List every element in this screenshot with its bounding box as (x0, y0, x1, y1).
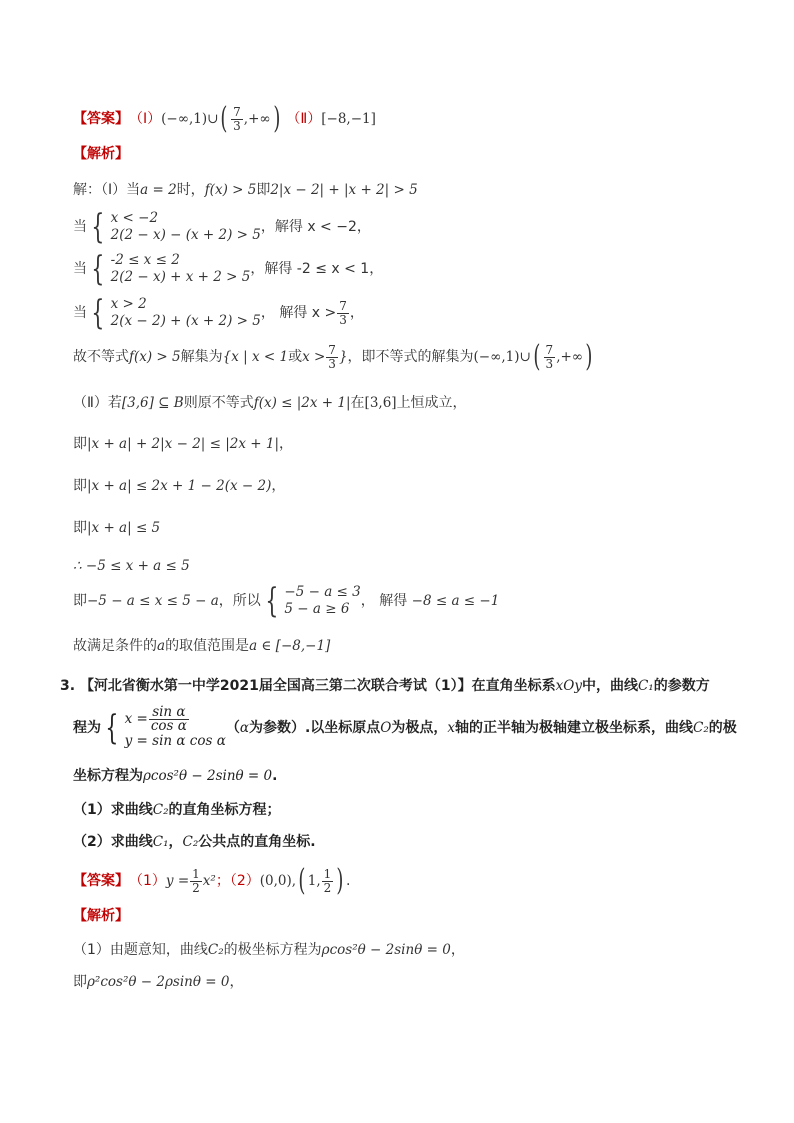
part2-condition: （Ⅱ）若[3,6] ⊆ B则原不等式f(x) ≤ |2x + 1|在[3,6]上恒成立， (73, 395, 467, 411)
step-5: 即 −5 − a ≤ x ≤ 5 − a ，所以 { −5 − a ≤ 3 5 − a ≥ 6 ， 解得 −8 ≤ a ≤ −1 (73, 581, 500, 621)
solution3-line-2: 即ρ²cos²θ − 2ρsinθ = 0， (73, 974, 244, 990)
solution3-line-1: （1）由题意知，曲线C₂的极坐标方程为ρcos²θ − 2sinθ = 0， (73, 942, 465, 958)
answer-part2-value: [−8,−1] (321, 111, 376, 127)
open-paren: ( (220, 101, 228, 136)
answer-part2-label: （Ⅱ） (286, 111, 322, 127)
answer-part1-suffix: ,+∞ (243, 111, 271, 127)
answer-line (73, 101, 376, 136)
analysis-label-1: 【解析】 (73, 146, 129, 162)
answer-part1-label: （Ⅰ） (129, 111, 162, 127)
solution-line-1: 解：（Ⅰ）当a = 2时，f(x) > 5即2|x − 2| + |x + 2| > 5 (73, 182, 418, 198)
case-1: 当 { x < −2 2(2 − x) − (x + 2) > 5 ，解得 x < −2， (73, 207, 371, 247)
case-3: 当 { x > 2 2(x − 2) + (x + 2) > 5 ， 解得 x > $\frac{7}{3}$ ， (73, 293, 364, 333)
answer-fraction: $\frac{7}{3}$ (233, 104, 241, 133)
case-2: 当 { -2 ≤ x ≤ 2 2(2 − x) + x + 2 > 5 ，解得 -2 ≤ x < 1， (73, 249, 384, 289)
problem-3-heading: 3. 【河北省衡水第一中学2021届全国高三第二次联合考试（1）】在直角坐标系xOy中，曲线C₁的参数方 (60, 678, 710, 694)
subquestion-1: （1）求曲线C₂的直角坐标方程； (73, 802, 281, 818)
step-1: 即|x + a| + 2|x − 2| ≤ |2x + 1|， (73, 436, 294, 452)
step-2: 即|x + a| ≤ 2x + 1 − 2(x − 2)， (73, 478, 286, 494)
problem-3-param-eq: 程为 { x = $\frac{\text{sin α}}{\text{cos α}}$ y = sin α cos α （ α 为参数）.以坐标原点 O 为极点， x 轴的正半轴为极轴建立极坐标系，曲线 C₂ 的极 (73, 704, 737, 749)
close-paren: ) (273, 101, 281, 136)
solution-set-line: 故不等式 f(x) > 5 解集为 {x | x < 1 或 x > $\frac{7}{3}$ } ，即不等式的解集为 (−∞,1)∪ ( $\frac{7}{3}$ ,+∞ ) (73, 339, 593, 374)
analysis-label-2: 【解析】 (73, 908, 129, 924)
answer-line-3: 【答案】 （1） y = $\frac{1}{2}$ x² ；（2） (0,0), ( 1, $\frac{1}{2}$ ) . (73, 863, 351, 898)
final-range: 故满足条件的a的取值范围是a ∈ [−8,−1] (73, 638, 331, 654)
step-4: ∴ −5 ≤ x + a ≤ 5 (73, 558, 190, 574)
answer-label: 【答案】 (73, 111, 129, 127)
answer-part1-prefix: (−∞,1)∪ (161, 111, 219, 127)
problem-3-polar-eq: 坐标方程为ρcos²θ − 2sinθ = 0. (73, 768, 278, 784)
step-3: 即|x + a| ≤ 5 (73, 520, 161, 536)
subquestion-2: （2）求曲线C₁，C₂公共点的直角坐标. (73, 834, 316, 850)
